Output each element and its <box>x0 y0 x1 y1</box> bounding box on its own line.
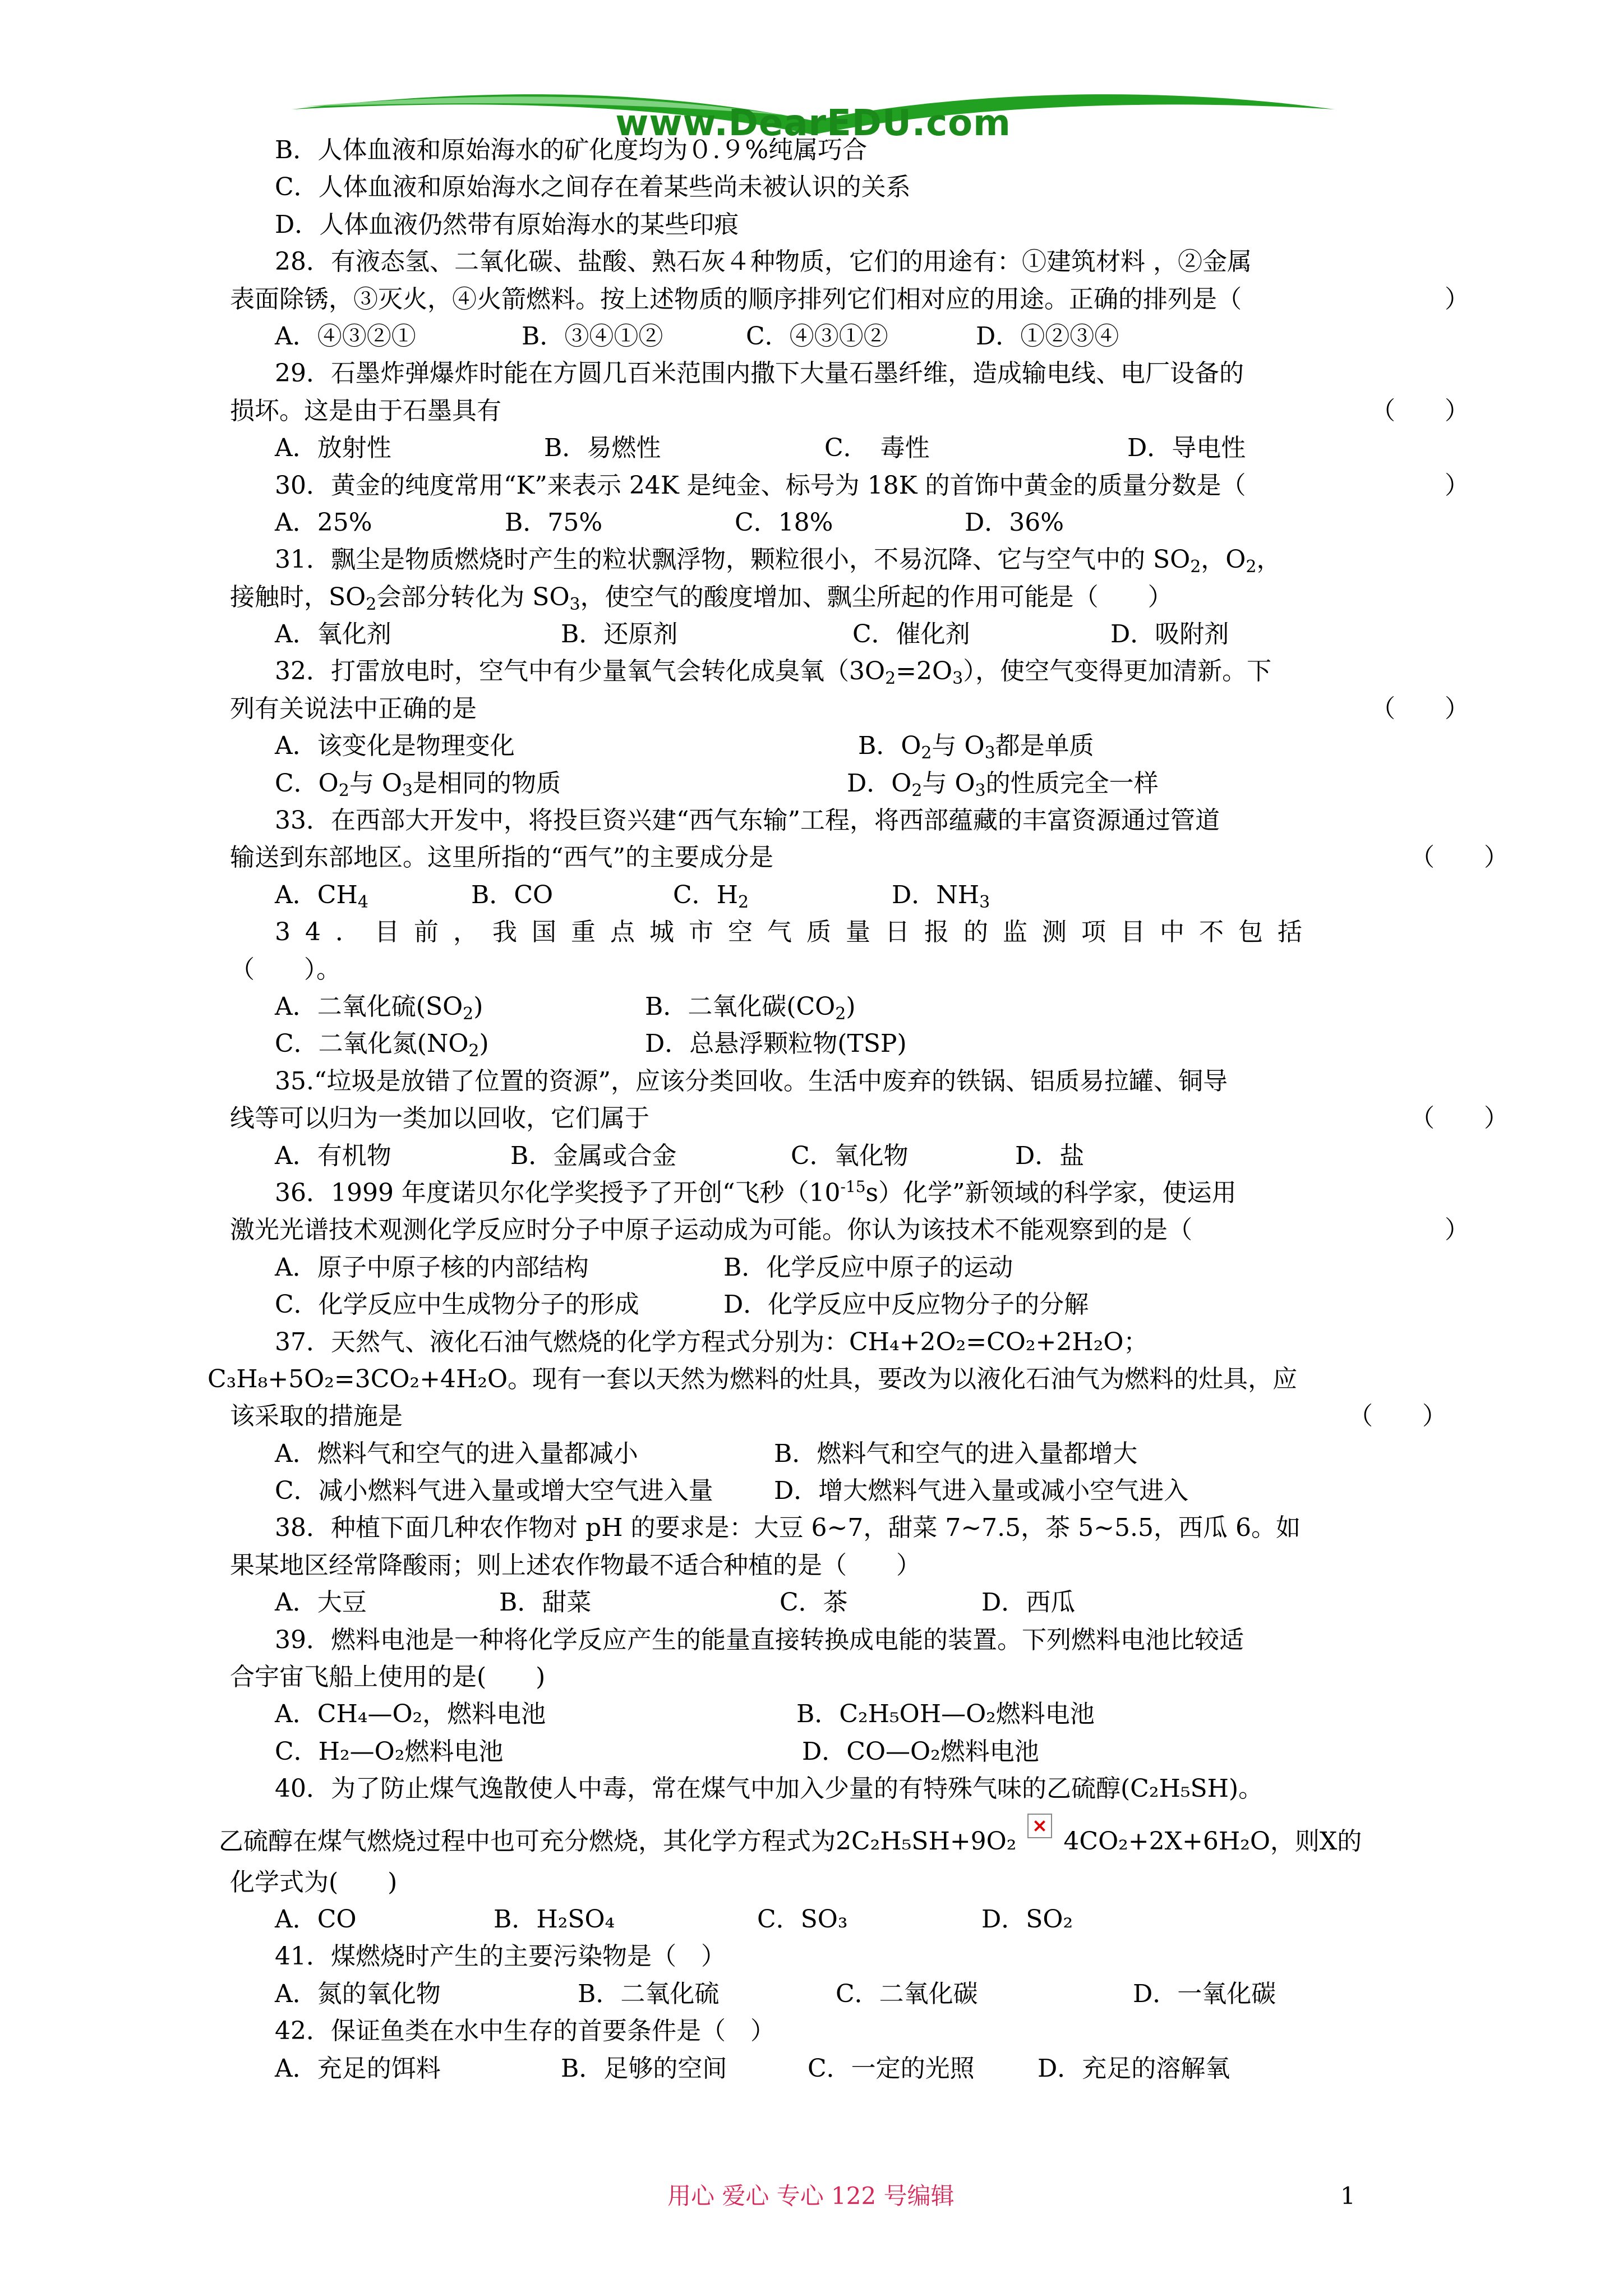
options-40: A．CO B．H₂SO₄ C．SO₃ D．SO₂ <box>275 1904 1073 1934</box>
options-41: A．氮的氧化物 B．二氧化硫 C．二氧化碳 D．一氧化碳 <box>275 1979 1276 2008</box>
options-32-ab: A．该变化是物理变化 B．$O_2$与 $O_3$都是单质 <box>275 731 1094 763</box>
question-32-cont: 列有关说法中正确的是 （ ） <box>230 694 1469 723</box>
options-42: A．充足的饵料 B．足够的空间 C．一定的光照 D．充足的溶解氧 <box>275 2054 1230 2083</box>
options-36-cd: C．化学反应中生成物分子的形成 D．化学反应中反应物分子的分解 <box>275 1290 1089 1319</box>
page-number: 1 <box>1340 2182 1355 2210</box>
question-35: 35.“垃圾是放错了位置的资源”，应该分类回收。生活中废弃的铁锅、铝质易拉罐、铜导 <box>275 1066 1228 1096</box>
question-28: 28．有液态氢、二氧化碳、盐酸、熟石灰４种物质，它们的用途有：①建筑材料 ，②金属 <box>275 247 1252 277</box>
question-29: 29．石墨炸弹爆炸时能在方圆几百米范围内撒下大量石墨纤维，造成输电线、电厂设备的 <box>275 359 1244 388</box>
broken-image-icon <box>1027 1814 1052 1838</box>
footer-text: 用心 爱心 专心 122 号编辑 <box>667 2182 955 2210</box>
question-39-cont: 合宇宙飞船上使用的是( ) <box>230 1663 546 1692</box>
options-39-cd: C．H₂—O₂燃料电池 D．CO—O₂燃料电池 <box>275 1737 1039 1766</box>
question-39: 39．燃料电池是一种将化学反应产生的能量直接转换成电能的装置。下列燃料电池比较适 <box>275 1625 1244 1654</box>
option-line: D．人体血液仍然带有原始海水的某些印痕 <box>275 210 739 239</box>
question-42: 42．保证鱼类在水中生存的首要条件是（ ） <box>275 2017 775 2046</box>
options-39-ab: A．CH₄—O₂，燃料电池 B．C₂H₅OH—O₂燃料电池 <box>275 1700 1095 1729</box>
options-34-cd: C．二氧化氮$(NO_2)$ D．总悬浮颗粒物(TSP) <box>275 1029 907 1061</box>
question-37: 37．天然气、液化石油气燃烧的化学方程式分别为：CH₄+2O₂=CO₂+2H₂O； <box>275 1327 1149 1356</box>
options-34-ab: A．二氧化硫$(SO_2)$ B．二氧化碳$(CO_2)$ <box>275 992 856 1024</box>
question-30: 30．黄金的纯度常用“K”来表示 24K 是纯金、标号为 18K 的首饰中黄金的质量分数是（ ） <box>275 471 1469 500</box>
option-line: B．人体血液和原始海水的矿化度均为０.９%纯属巧合 <box>275 136 868 164</box>
options-37-ab: A．燃料气和空气的进入量都减小 B．燃料气和空气的进入量都增大 <box>275 1439 1138 1468</box>
options-37-cd: C．减小燃料气进入量或增大空气进入量 D．增大燃料气进入量或减小空气进入 <box>275 1476 1189 1506</box>
question-40-cont: 乙硫醇在煤气燃烧过程中也可充分燃烧，其化学方程式为2C₂H₅SH+9O₂ 4CO₂+2X+6H₂O，则X的 <box>219 1808 1469 1864</box>
question-29-cont: 损坏。这是由于石墨具有 （ ） <box>230 396 1469 425</box>
question-33: 33．在西部大开发中，将投巨资兴建“西气东输”工程，将西部蕴藏的丰富资源通过管道 <box>275 806 1220 835</box>
question-33-cont: 输送到东部地区。这里所指的“西气”的主要成分是 （ ） <box>230 843 1509 872</box>
page-header <box>0 0 1623 144</box>
question-31-cont: 接触时，$SO_2$会部分转化为 $SO_3$，使空气的酸度增加、飘尘所起的作用可能是（ ） <box>230 582 1173 614</box>
question-32: 32．打雷放电时，空气中有少量氧气会转化成臭氧$(3O_2=2O_3)$，使空气变得更加清新。下 <box>275 657 1272 689</box>
options-35: A．有机物 B．金属或合金 C．氧化物 D．盐 <box>275 1141 1085 1170</box>
question-content <box>208 132 1509 2087</box>
options-38: A．大豆 B．甜菜 C．茶 D．西瓜 <box>275 1588 1076 1617</box>
question-38-cont: 果某地区经常降酸雨；则上述农作物最不适合种植的是（ ） <box>230 1550 921 1580</box>
options-30: A．25% B．75% C．18% D．36% <box>275 508 1064 537</box>
question-37-cont2: 该采取的措施是 （ ） <box>230 1402 1447 1431</box>
option-line: C．人体血液和原始海水之间存在着某些尚未被认识的关系 <box>275 173 911 202</box>
question-34: 34．目前，我国重点城市空气质量日报的监测项目中不包括 <box>275 918 1317 947</box>
site-logo: www.DearEDU.com <box>615 103 1011 144</box>
page-footer <box>0 2177 1623 2216</box>
question-38: 38．种植下面几种农作物对 pH 的要求是：大豆 6~7，甜菜 7~7.5，茶 5~5.5，西瓜 6。如 <box>275 1513 1301 1543</box>
options-31: A．氧化剂 B．还原剂 C．催化剂 D．吸附剂 <box>275 620 1229 649</box>
question-41: 41．煤燃烧时产生的主要污染物是（ ） <box>275 1942 726 1971</box>
options-32-cd: C．$O_2$与 $O_3$是相同的物质 D．$O_2$与 $O_3$的性质完全一样 <box>275 769 1159 800</box>
options-29: A．放射性 B．易燃性 C． 毒性 D．导电性 <box>275 434 1246 463</box>
question-31: 31．飘尘是物质燃烧时产生的粒状飘浮物，颗粒很小，不易沉降、它与空气中的 $SO_2$，$O_2$， <box>275 545 1281 577</box>
question-36-cont: 激光光谱技术观测化学反应时分子中原子运动成为可能。你认为该技术不能观察到的是（ ） <box>230 1216 1469 1245</box>
options-28: A．④③②① B．③④①② C．④③①② D．①②③④ <box>275 321 1119 351</box>
question-40: 40．为了防止煤气逸散使人中毒，常在煤气中加入少量的有特殊气味的乙硫醇(C₂H₅SH)。 <box>275 1774 1264 1803</box>
question-28-cont: 表面除锈，③灭火，④火箭燃料。按上述物质的顺序排列它们相对应的用途。正确的排列是（ ） <box>230 284 1469 314</box>
question-40-cont2: 化学式为( ) <box>230 1867 398 1897</box>
question-34-cont: （ ）。 <box>230 955 341 984</box>
question-36: 36．1999 年度诺贝尔化学奖授予了开创“飞秒$(10^{-15}s)$化学”新领域的科学家，使运用 <box>275 1177 1237 1207</box>
options-33: A．$CH_4$ B．CO C．$H_2$ D．$NH_3$ <box>275 880 990 912</box>
question-35-cont: 线等可以归为一类加以回收，它们属于 （ ） <box>230 1104 1509 1133</box>
question-37-cont: C₃H₈+5O₂=3CO₂+4H₂O。现有一套以天然为燃料的灶具，要改为以液化石油气为燃料的灶具，应 <box>208 1364 1298 1393</box>
options-36-ab: A．原子中原子核的内部结构 B．化学反应中原子的运动 <box>275 1253 1013 1282</box>
